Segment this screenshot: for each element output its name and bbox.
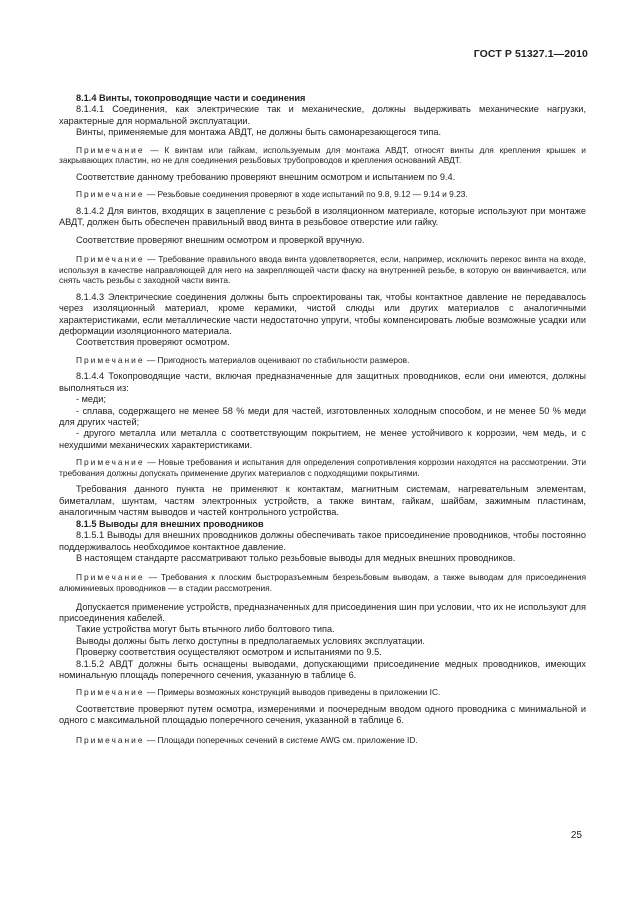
paragraph: Соответствия проверяют осмотром.	[76, 337, 230, 348]
note-label: Примечание	[76, 572, 145, 583]
document-header: ГОСТ Р 51327.1—2010	[473, 48, 588, 60]
note-text: — Требования к плоским быстроразъемным безрезьбовым выводам, а также выводам для присоединения алюминиевых проводников — в стадии рассмотрения.	[59, 572, 587, 593]
note	[59, 572, 586, 593]
paragraph: Выводы должны быть легко доступны в предполагаемых условиях эксплуатации.	[76, 635, 425, 646]
paragraph: Винты, применяемые для монтажа АВДТ, не должны быть самонарезающегося типа.	[76, 127, 441, 138]
note-label: Примечание	[76, 144, 145, 155]
note-text: — Новые требования и испытания для определения сопротивления коррозии находятся на рассмотрении. Эти требования должны допускать применение других материалов с подходящими покрытиями.	[59, 457, 586, 478]
note	[59, 735, 586, 746]
note-text: — Примеры возможных конструкций выводов приведены в приложении IC.	[146, 687, 441, 698]
paragraph: 8.1.4.2 Для винтов, входящих в зацепление с резьбой в изоляционном материале, которые используют при монтаже АВДТ, должен быть обеспечен правильный ввод винта в резьбовое отверстие или гайку.	[59, 205, 586, 228]
paragraph: В настоящем стандарте рассматривают только резьбовые выводы для медных внешних проводников.	[76, 552, 516, 563]
section-heading-8-1-4: 8.1.4 Винты, токопроводящие части и соединения	[76, 93, 306, 103]
note-label: Примечание	[76, 189, 145, 200]
section-heading-8-1-5: 8.1.5 Выводы для внешних проводников	[76, 518, 264, 529]
page-number: 25	[570, 830, 582, 841]
note	[59, 145, 586, 166]
note-text: — Резьбовые соединения проверяют в ходе испытаний по 9.8, 9.12 — 9.14 и 9.23.	[146, 189, 468, 200]
note-label: Примечание	[76, 687, 145, 698]
paragraph: 8.1.4.1 Соединения, как электрические так и механические, должны выдерживать механические нагрузки, характерные для нормальной эксплуатации.	[59, 104, 586, 126]
note-text: — Площади поперечных сечений в системе AWG см. приложение ID.	[146, 734, 418, 745]
note-label: Примечание	[76, 734, 145, 745]
paragraph: Соответствие проверяют путем осмотра, измерениями и поочередным вводом одного проводника с минимальной и одного с максимальной площадью поперечного сечения, указанной в таблице 6.	[59, 703, 586, 726]
note-label: Примечание	[76, 254, 145, 265]
paragraph: 8.1.4.3 Электрические соединения должны быть спроектированы так, чтобы контактное давление не передавалось через изоляционный материал, кроме керамики, чистой слюды или других материалов с аналогичными характеристиками, если металлические части недостаточно упруги, чтобы компенсировать любые возможные усадки или деформации изоляционного материала.	[59, 291, 586, 337]
note-label: Примечание	[76, 457, 145, 468]
note-text: — Требование правильного ввода винта удовлетворяется, если, например, исключить перекос винта на входе, используя в качестве направляющей для него на закрепляющей части фаску на внутренней резьбе, в которую он ввинчивается, или снять часть резьбы с заходной части винта.	[59, 254, 587, 286]
list-item: - другого металла или металла с соответствующим покрытием, не менее устойчивого к коррозии, чем медь, и с нехудшими механических характеристиками.	[59, 428, 586, 450]
paragraph: Допускается применение устройств, предназначенных для присоединения шин при условии, что их не используют для присоединения кабелей.	[59, 601, 586, 623]
note	[59, 687, 586, 698]
document-body	[59, 93, 586, 745]
note	[59, 189, 586, 200]
note-label: Примечание	[76, 354, 145, 365]
paragraph: Проверку соответствия осуществляют осмотром и испытаниями по 9.5.	[76, 647, 382, 658]
note	[59, 355, 586, 366]
paragraph: 8.1.5.1 Выводы для внешних проводников должны обеспечивать такое присоединение проводников, чтобы постоянно поддерживалось необходимое контактное давление.	[59, 530, 586, 552]
note	[59, 457, 586, 478]
paragraph: Соответствие данному требованию проверяют внешним осмотром и испытанием по 9.4.	[76, 171, 456, 182]
paragraph: Такие устройства могут быть втычного либо болтового типа.	[76, 624, 335, 635]
paragraph: Соответствие проверяют внешним осмотром и проверкой вручную.	[76, 234, 365, 245]
note-text: — Пригодность материалов оценивают по стабильности размеров.	[146, 354, 410, 365]
note-text: — К винтам или гайкам, используемым для монтажа АВДТ, относят винты для крепления крышек и закрывающих пластин, но не для соединения резьбовых трубопроводов и крепления оснований АВДТ.	[59, 144, 586, 166]
note	[59, 254, 586, 286]
list-item: - сплава, содержащего не менее 58 % меди для частей, изготовленных холодным способом, и не менее 50 % меди для других частей;	[59, 405, 586, 428]
paragraph: 8.1.4.4 Токопроводящие части, включая предназначенные для защитных проводников, если они имеются, должны выполняться из:	[59, 371, 586, 393]
paragraph: Требования данного пункта не применяют к контактам, магнитным системам, нагревательным элементам, биметаллам, шунтам, частям электронных устройств, а также винтам, гайкам, шайбам, зажимным пластинам, аналогичным частям выводов и частей контрольного устройства.	[59, 484, 586, 518]
paragraph: 8.1.5.2 АВДТ должны быть оснащены выводами, допускающими присоединение медных проводников, имеющих номинальную площадь поперечного сечения, указанную в таблице 6.	[59, 658, 586, 680]
list-item: - меди;	[76, 394, 106, 405]
